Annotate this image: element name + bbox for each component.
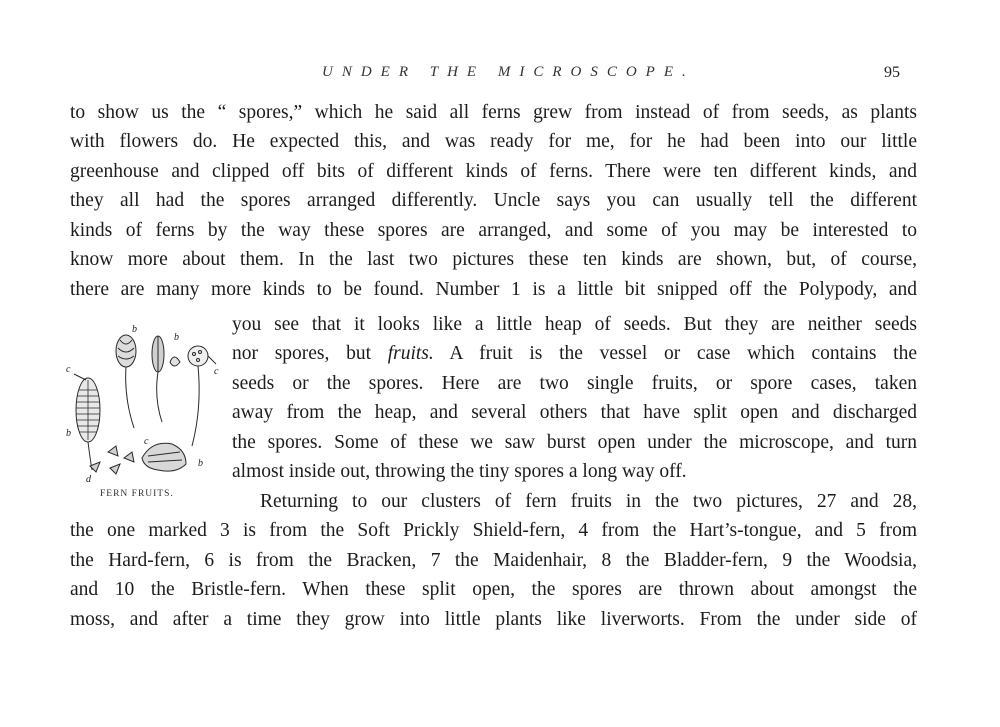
fern-fruits-engraving — [62, 318, 222, 508]
text-line: seeds or the spores. Here are two single fruits, or spore cases, taken — [232, 373, 917, 394]
text-line: with flowers do. He expected this, and was ready for me, for he had been into our little — [70, 131, 917, 152]
page-header — [0, 62, 1000, 86]
italic-word: fruits. — [387, 343, 434, 364]
text-run: nor spores, but — [232, 343, 388, 364]
text-line: greenhouse and clipped off bits of different kinds of ferns. There were ten different kinds, and — [70, 161, 917, 182]
text-run: A fruit is the vessel or case which contains the — [433, 343, 917, 364]
text-line: know more about them. In the last two pictures these ten kinds are shown, but, of course, — [70, 249, 917, 270]
text-line: the Hard-fern, 6 is from the Bracken, 7 the Maidenhair, 8 the Bladder-fern, 9 the Woodsia, — [70, 550, 917, 571]
text-line — [232, 339, 917, 368]
text-line: away from the heap, and several others that have split open and discharged — [232, 402, 917, 423]
figure-label: b — [66, 428, 71, 439]
text-line: moss, and after a time they grow into little plants like liverworts. From the under side of — [70, 609, 917, 630]
text-line: there are many more kinds to be found. Number 1 is a little bit snipped off the Polypody, and — [70, 279, 917, 300]
figure-label: b — [198, 458, 203, 469]
text-line: they all had the spores arranged differently. Uncle says you can usually tell the different — [70, 190, 917, 211]
figure-label: c — [214, 366, 219, 377]
fern-fruits-illustration — [62, 318, 222, 508]
text-line: you see that it looks like a little heap of seeds. But they are neither seeds — [232, 314, 917, 335]
text-line: almost inside out, throwing the tiny spores a long way off. — [232, 461, 687, 482]
figure-label: b — [174, 332, 179, 343]
running-head: UNDER THE MICROSCOPE. — [322, 64, 695, 80]
text-line: Returning to our clusters of fern fruits in the two pictures, 27 and 28, — [260, 491, 917, 512]
page-number: 95 — [884, 64, 900, 81]
figure-label: c — [66, 364, 71, 375]
text-line: to show us the “ spores,” which he said all ferns grew from instead of from seeds, as plants — [70, 102, 917, 123]
figure-label: d — [86, 474, 91, 485]
figure-label: b — [132, 324, 137, 335]
text-line: the spores. Some of these we saw burst open under the microscope, and turn — [232, 432, 917, 453]
text-line: and 10 the Bristle-fern. When these split open, the spores are thrown about amongst the — [70, 579, 917, 600]
text-line: kinds of ferns by the way these spores are arranged, and some of you may be interested to — [70, 220, 917, 241]
figure-label: c — [144, 436, 149, 447]
text-line: the one marked 3 is from the Soft Prickly Shield-fern, 4 from the Hart’s-tongue, and 5 from — [70, 520, 917, 541]
figure-caption: FERN FRUITS. — [100, 489, 174, 499]
